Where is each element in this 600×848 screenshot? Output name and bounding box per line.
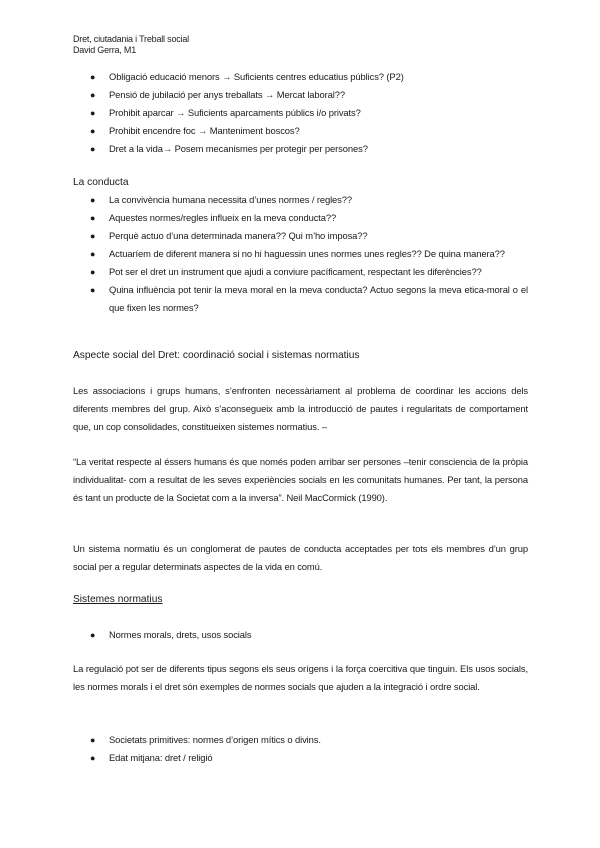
header-course: Dret, ciutadania i Treball social [73, 34, 189, 44]
paragraph-associacions: Les associacions i grups humans, s’enfronten necessàriament al problema de coordinar les accions dels diferents membres del grup. Això s’aconsegueix amb la introducció de pautes i regularitats de comportament que, un cop consolidades, constitueixen sistemes normatius. – [73, 385, 528, 432]
header-author: David Gerra, M1 [73, 45, 137, 55]
bullet-icon: ● [90, 735, 96, 745]
list-item: ● Pot ser el dret un instrument que ajudi a conviure pacíficament, respectant les diferències?? [0, 263, 600, 281]
list-item: ● Normes morals, drets, usos socials [0, 626, 600, 644]
list-item: ● Quina influència pot tenir la meva moral en la meva conducta? Actuo segons la meva etica-moral o el que fixen les normes? [0, 281, 600, 317]
bullet-icon: ● [90, 267, 96, 277]
bullet-icon: ● [90, 108, 96, 118]
bullet-icon: ● [90, 144, 96, 154]
bullet-icon: ● [90, 285, 96, 295]
bullet-icon: ● [90, 213, 96, 223]
list-item: ● Edat mitjana: dret / religió [0, 749, 600, 767]
list-sistemes [0, 626, 600, 644]
list-item: ● Pensió de jubilació per anys treballats → Mercat laboral?? [0, 86, 600, 104]
bullet-icon: ● [90, 753, 96, 763]
bullet-icon: ● [90, 630, 96, 640]
list-item: ● Societats primitives: normes d’origen mítics o divins. [0, 731, 600, 749]
paragraph-quote-maccormick: “La veritat respecte al éssers humans és que només poden arribar ser persones –tenir consciencia de la pròpia individualitat- com a resultat de les seves experiències socials en les comunitats humanes. Per tant, la persona és tant un producte de la Societat com a la inversa”. Neil MacCormick (1990). [73, 456, 528, 503]
list-conducta [0, 191, 600, 317]
list-item: ● Aquestes normes/regles influeix en la meva conducta?? [0, 209, 600, 227]
list-item: ● La convivència humana necessita d’unes normes / regles?? [0, 191, 600, 209]
paragraph-regulacio: La regulació pot ser de diferents tipus segons els seus orígens i la força coercitiva que tinguin. Els usos socials, les normes morals i el dret són exemples de normes socials que ajuden a la integració i ordre social. [73, 663, 528, 692]
list-item: ● Dret a la vida→ Posem mecanismes per protegir per persones? [0, 140, 600, 158]
document-header [73, 34, 189, 56]
list-epoques [0, 731, 600, 767]
bullet-icon: ● [90, 249, 96, 259]
section-heading-sistemes-normatius: Sistemes normatius [73, 594, 163, 605]
section-heading-conducta: La conducta [73, 177, 129, 188]
list-item: ● Prohibit encendre foc → Manteniment boscos? [0, 122, 600, 140]
list-item: ● Prohibit aparcar → Suficients aparcaments públics i/o privats? [0, 104, 600, 122]
list-item: ● Perquè actuo d’una determinada manera?? Qui m’ho imposa?? [0, 227, 600, 245]
list-item: ● Obligació educació menors → Suficients centres educatius públics? (P2) [0, 68, 600, 86]
bullet-icon: ● [90, 126, 96, 136]
list-obligations [0, 68, 600, 158]
bullet-icon: ● [90, 90, 96, 100]
bullet-icon: ● [90, 231, 96, 241]
list-item: ● Actuaríem de diferent manera si no hi haguessin unes normes unes regles?? De quina manera?? [0, 245, 600, 263]
bullet-icon: ● [90, 195, 96, 205]
bullet-icon: ● [90, 72, 96, 82]
paragraph-sistema-normatiu: Un sistema normatiu és un conglomerat de pautes de conducta acceptades per tots els membres d’un grup social per a regular determinats aspectes de la vida en comú. [73, 543, 528, 572]
section-heading-aspecte-social: Aspecte social del Dret: coordinació social i sistemas normatius [73, 350, 360, 361]
